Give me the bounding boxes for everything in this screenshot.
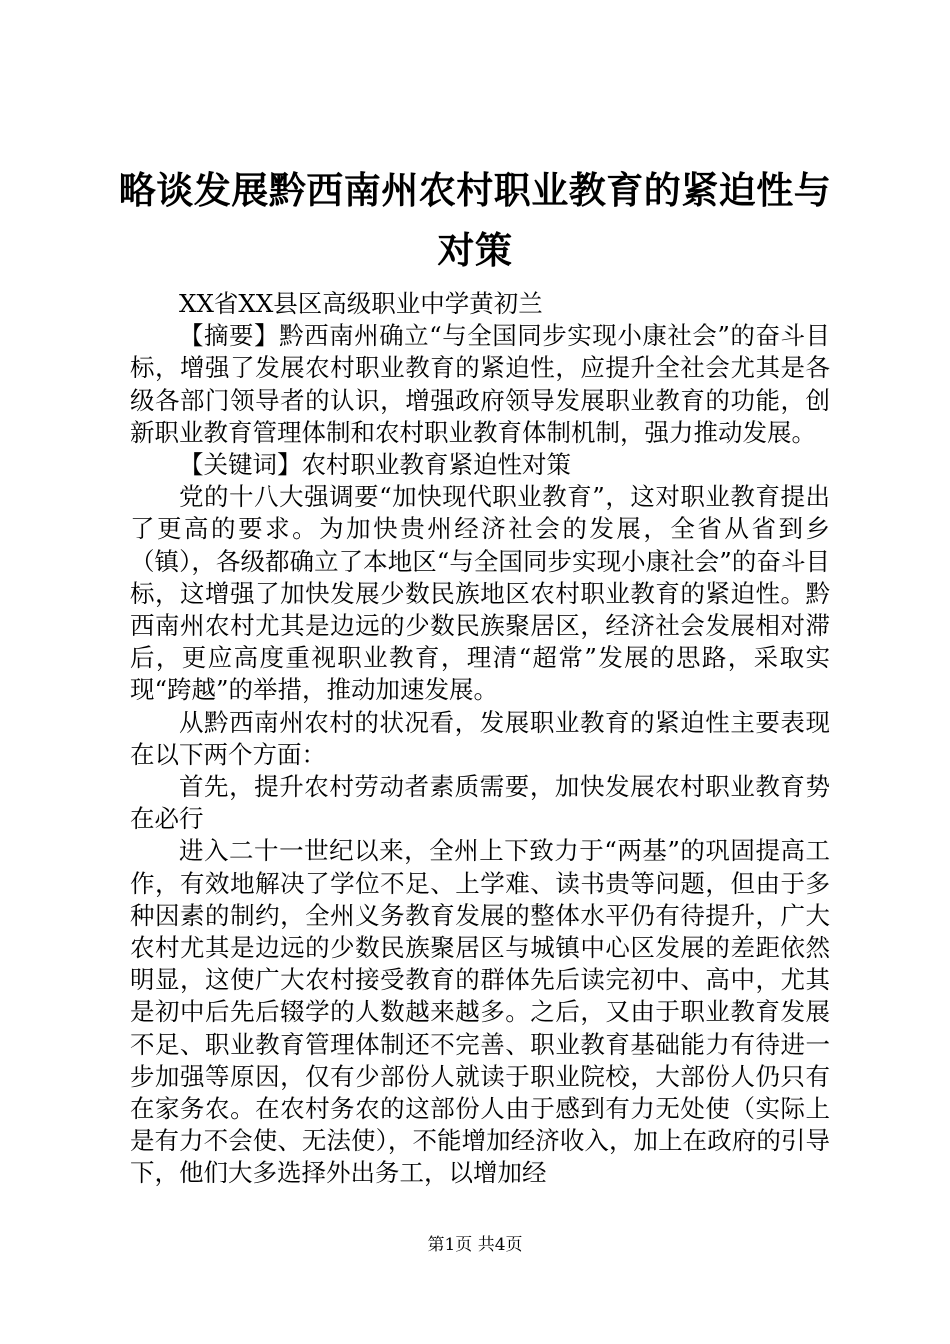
body-paragraph: 从黔西南州农村的状况看，发展职业教育的紧迫性主要表现在以下两个方面： [130, 707, 830, 769]
document-title: 略谈发展黔西南州农村职业教育的紧迫性与对策 [118, 168, 832, 272]
abstract-paragraph: 【摘要】黔西南州确立“与全国同步实现小康社会”的奋斗目标，增强了发展农村职业教育的紧迫性，应提升全社会尤其是各级各部门领导者的认识，增强政府领导发展职业教育的功能，创新职业教育管理体制和农村职业教育体制机制，强力推动发展。 [130, 321, 830, 447]
keywords-line: 【关键词】农村职业教育紧迫性对策 [179, 450, 571, 480]
author-line: XX省XX县区高级职业中学黄初兰 [179, 289, 543, 318]
page-number-footer: 第1页 共4页 [427, 1235, 523, 1255]
body-paragraph: 党的十八大强调要“加快现代职业教育”，这对职业教育提出了更高的要求。为加快贵州经济社会的发展，全省从省到乡（镇），各级都确立了本地区“与全国同步实现小康社会”的奋斗目标，这增强了加快发展少数民族地区农村职业教育的紧迫性。黔西南州农村尤其是边远的少数民族聚居区，经济社会发展相对滞后，更应高度重视职业教育，理清“超常”发展的思路，采取实现“跨越”的举措，推动加速发展。 [130, 482, 830, 705]
section-heading: 首先，提升农村劳动者素质需要，加快发展农村职业教育势在必行 [130, 772, 830, 834]
document-body [130, 288, 830, 1190]
body-paragraph: 进入二十一世纪以来，全州上下致力于“两基”的巩固提高工作，有效地解决了学位不足、上学难、读书贵等问题，但由于多种因素的制约，全州义务教育发展的整体水平仍有待提升，广大农村尤其是边远的少数民族聚居区与城镇中心区发展的差距依然明显，这使广大农村接受教育的群体先后读完初中、高中，尤其是初中后先后辍学的人数越来越多。之后，又由于职业教育发展不足、职业教育管理体制还不完善、职业教育基础能力有待进一步加强等原因，仅有少部份人就读于职业院校，大部份人仍只有在家务农。在农村务农的这部份人由于感到有力无处使（实际上是有力不会使、无法使），不能增加经济收入，加上在政府的引导下，他们大多选择外出务工，以增加经 [130, 836, 830, 1188]
